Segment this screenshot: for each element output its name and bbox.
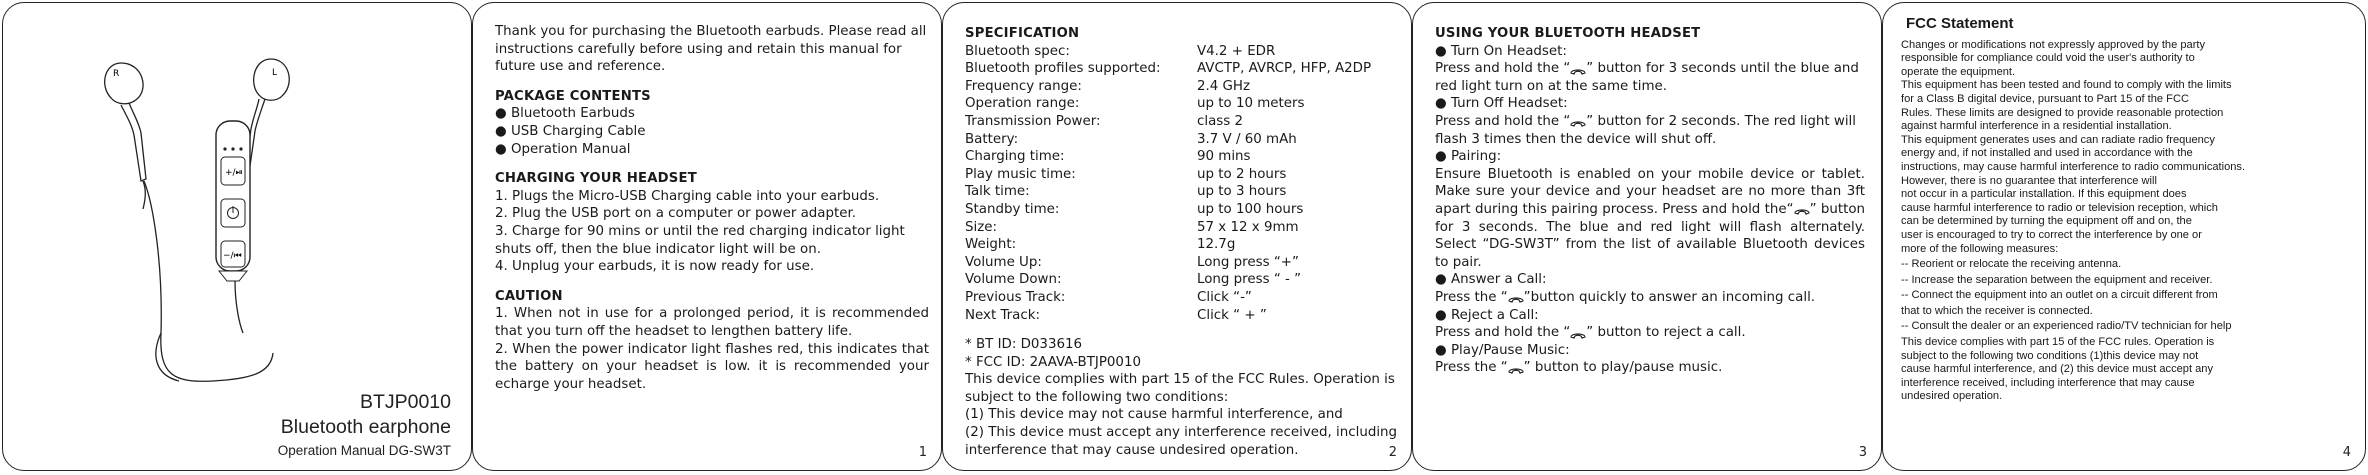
package-item: ● USB Charging Cable: [495, 123, 646, 139]
turn-on-text: Press and hold the “ ” button for 3 seconds until the blue and red light turn on at the same time.: [1435, 61, 1859, 94]
left-earbud: [105, 63, 143, 104]
caution-item: 1. When not in use for a prolonged period, it is recommended that you turn off the headset to lengthen battery life.: [495, 306, 929, 339]
condition-2: (2) This device must accept any interference received, including interference that may cause undesired operation.: [965, 425, 1398, 458]
fcc-line: This equipment has been tested and found to comply with the limits: [1901, 79, 2232, 92]
svg-text:−/⏮: −/⏮: [223, 251, 242, 261]
fcc-line: responsible for compliance could void the user's authority to: [1901, 52, 2195, 65]
right-earbud: [254, 59, 290, 100]
package-item: ● Bluetooth Earbuds: [495, 106, 635, 122]
fcc-body: [1901, 39, 2355, 404]
spec-row: [965, 78, 1399, 96]
spec-value: 90 mins: [1197, 149, 1251, 165]
intro-text: Thank you for purchasing the Bluetooth earbuds. Please read all instructions carefully before using and retain this manual for future use and reference.: [495, 24, 927, 75]
bt-id: * BT ID: D033616: [965, 337, 1083, 353]
fcc-line: -- Reorient or relocate the receiving antenna.: [1901, 258, 2122, 271]
svg-text:+/⏯: +/⏯: [225, 168, 243, 178]
phone-button-icon: [1794, 204, 1810, 213]
spec-row: [965, 95, 1399, 113]
fcc-line: undesired operation.: [1901, 390, 2003, 403]
phone-button-icon: [1508, 363, 1524, 372]
page-number: 2: [1388, 445, 1397, 460]
fcc-line: against harmful interference in a residential installation.: [1901, 120, 2172, 133]
fcc-line: more of the following measures:: [1901, 242, 2059, 255]
spec-label: Bluetooth spec:: [965, 43, 1070, 59]
spec-row: [965, 113, 1399, 131]
cover-panel: [2, 2, 472, 471]
charging-step: 4. Unplug your earbuds, it is now ready for use.: [495, 259, 815, 275]
right-bud-label: L: [272, 68, 278, 78]
play-text: Press the “ ” button to play/pause music.: [1435, 360, 1723, 376]
spec-value: Long press “+”: [1197, 254, 1299, 270]
spec-label: Volume Down:: [965, 272, 1062, 288]
spec-label: Talk time:: [965, 184, 1030, 200]
turn-off-text: Press and hold the “ ” button for 2 seconds. The red light will flash 3 times then the device will shut off.: [1435, 113, 1857, 147]
fcc-line: for a Class B digital device, pursuant to Part 15 of the FCC: [1901, 92, 2189, 105]
answer-title: ● Answer a Call:: [1435, 272, 1547, 288]
fcc-title: FCC Statement: [1906, 15, 2014, 32]
fcc-line: cause harmful interference to radio or television reception, which: [1901, 201, 2218, 214]
fcc-line: Changes or modifications not expressly approved by the party: [1901, 38, 2206, 51]
pairing-title: ● Pairing:: [1435, 149, 1502, 165]
pairing-text: Ensure Bluetooth is enabled on your mobile device or tablet. Make sure your device and your headset are no more than 3ft apart during this pairing process. Press and hold the“ ” button for 3 seconds. The blue and red light will flash alternately. Select “DG-SW3T” from the list of available Bluetooth devices to pair.: [1435, 166, 1865, 270]
spec-row: [965, 60, 1399, 78]
spec-label: Standby time:: [965, 201, 1060, 217]
spec-table: [965, 43, 1399, 325]
spec-row: [965, 307, 1399, 325]
compliance-text: This device complies with part 15 of the FCC Rules. Operation is subject to the following two conditions:: [965, 372, 1395, 405]
intro-panel: [472, 2, 942, 471]
spec-label: Size:: [965, 219, 997, 235]
spec-value: up to 3 hours: [1197, 184, 1287, 200]
spec-value: AVCTP, AVRCP, HFP, A2DP: [1197, 61, 1372, 77]
spec-row: [965, 289, 1399, 307]
spec-label: Play music time:: [965, 166, 1076, 182]
turn-off-title: ● Turn Off Headset:: [1435, 96, 1568, 112]
reject-text: Press and hold the “ ” button to reject a call.: [1435, 325, 1746, 341]
spec-label: Charging time:: [965, 149, 1065, 165]
fcc-line: Rules. These limits are designed to provide reasonable protection: [1901, 106, 2224, 119]
play-title: ● Play/Pause Music:: [1435, 342, 1570, 358]
phone-button-icon: [1570, 64, 1586, 73]
answer-text: Press the “ ”button quickly to answer an incoming call.: [1435, 289, 1816, 305]
fcc-line: that to which the receiver is connected.: [1901, 304, 2093, 317]
model-number: BTJP0010: [359, 391, 451, 413]
fcc-line: instructions, may cause harmful interference to radio communications.: [1901, 160, 2246, 173]
fcc-line: This equipment generates uses and can radiate radio frequency: [1901, 133, 2215, 146]
product-name: Bluetooth earphone: [280, 416, 451, 438]
spec-row: [965, 271, 1399, 289]
fcc-line: can be determined by turning the equipment off and on, the: [1901, 215, 2192, 228]
fcc-line: not occur in a particular installation. If this equipment does: [1901, 188, 2187, 201]
fcc-line: subject to the following two conditions (1)this device may not: [1901, 349, 2199, 362]
spec-value: 3.7 V / 60 mAh: [1197, 131, 1297, 147]
page-number: 1: [918, 445, 927, 460]
page-number: 4: [2342, 445, 2351, 460]
earphone-illustration: [3, 3, 472, 403]
spec-row: [965, 219, 1399, 237]
spec-label: Bluetooth profiles supported:: [965, 61, 1161, 77]
fcc-line: -- Increase the separation between the equipment and receiver.: [1901, 273, 2213, 286]
fcc-line: user is encouraged to try to correct the interference by one or: [1901, 228, 2202, 241]
spec-value: Click “-”: [1197, 289, 1252, 305]
fcc-line: interference received, including interference that may cause: [1901, 376, 2195, 389]
spec-row: [965, 131, 1399, 149]
spec-label: Battery:: [965, 131, 1019, 147]
spec-row: [965, 254, 1399, 272]
phone-button-icon: [1508, 292, 1524, 301]
spec-value: 12.7g: [1197, 237, 1236, 253]
fcc-line: However, there is no guarantee that interference will: [1901, 174, 2157, 187]
spec-label: Next Track:: [965, 307, 1041, 323]
charging-step: 1. Plugs the Micro-USB Charging cable into your earbuds.: [495, 188, 880, 204]
spec-value: up to 100 hours: [1197, 201, 1304, 217]
spec-label: Transmission Power:: [965, 113, 1101, 129]
spec-value: 2.4 GHz: [1197, 78, 1251, 94]
spec-value: 57 x 12 x 9mm: [1197, 219, 1299, 235]
usage-heading: USING YOUR BLUETOOTH HEADSET: [1435, 26, 1701, 41]
fcc-line: -- Connect the equipment into an outlet on a circuit different from: [1901, 289, 2218, 302]
spec-value: up to 10 meters: [1197, 96, 1305, 112]
fcc-id: * FCC ID: 2AAVA-BTJP0010: [965, 354, 1141, 370]
phone-button-icon: [1570, 116, 1586, 125]
spec-row: [965, 148, 1399, 166]
fcc-line: operate the equipment.: [1901, 65, 2016, 78]
caution-item: 2. When the power indicator light flashes red, this indicates that the battery on your headset is low. it is recommended your echarge your headset.: [495, 341, 929, 392]
charging-step: 3. Charge for 90 mins or until the red charging indicator light shuts off, then the blue indicator light will be on.: [495, 223, 905, 257]
reject-title: ● Reject a Call:: [1435, 307, 1539, 323]
charging-heading: CHARGING YOUR HEADSET: [495, 171, 697, 187]
package-item: ● Operation Manual: [495, 141, 631, 157]
manual-code: Operation Manual DG-SW3T: [277, 443, 451, 458]
left-bud-label: R: [113, 69, 120, 79]
fcc-line: -- Consult the dealer or an experienced radio/TV technician for help: [1901, 320, 2232, 333]
spec-label: Frequency range:: [965, 78, 1082, 94]
spec-row: [965, 43, 1399, 61]
fcc-panel: [1882, 2, 2366, 471]
spec-row: [965, 183, 1399, 201]
package-heading: PACKAGE CONTENTS: [495, 88, 651, 104]
spec-value: up to 2 hours: [1197, 166, 1287, 182]
spec-row: [965, 236, 1399, 254]
inline-remote: [216, 121, 250, 281]
charging-step: 2. Plug the USB port on a computer or power adapter.: [495, 206, 857, 222]
spec-heading: SPECIFICATION: [965, 26, 1080, 41]
page-number: 3: [1858, 445, 1867, 460]
spec-label: Operation range:: [965, 96, 1080, 112]
fcc-line: cause harmful interference, and (2) this device must accept any: [1901, 363, 2214, 376]
spec-row: [965, 201, 1399, 219]
spec-label: Volume Up:: [965, 254, 1042, 270]
condition-1: (1) This device may not cause harmful interference, and: [965, 407, 1343, 423]
usage-panel: [1412, 2, 1882, 471]
turn-on-title: ● Turn On Headset:: [1435, 43, 1567, 59]
fcc-line: energy and, if not installed and used in accordance with the: [1901, 147, 2193, 160]
caution-heading: CAUTION: [495, 288, 563, 304]
spec-value: V4.2 + EDR: [1197, 43, 1276, 59]
spec-value: Long press “ - ”: [1197, 272, 1302, 288]
spec-value: Click “ + ”: [1197, 307, 1267, 323]
spec-panel: [942, 2, 1412, 471]
spec-row: [965, 166, 1399, 184]
spec-label: Weight:: [965, 237, 1017, 253]
spec-value: class 2: [1197, 113, 1244, 129]
phone-button-icon: [1570, 328, 1586, 337]
spec-label: Previous Track:: [965, 289, 1066, 305]
fcc-line: This device complies with part 15 of the FCC rules. Operation is: [1901, 336, 2215, 349]
